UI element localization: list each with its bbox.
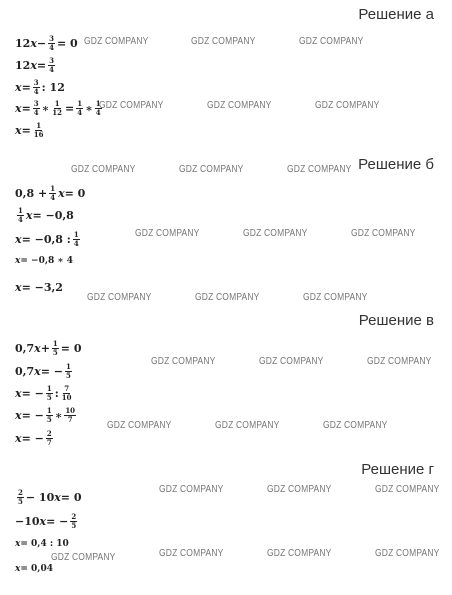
equation-line [15,513,79,530]
equation-text: = − [21,387,44,400]
variable-x: x [15,81,22,94]
fraction: $\frac{1}{12}$ [52,99,63,117]
equation-text: ∗ [54,409,63,422]
variable-x: x [15,124,22,137]
fraction: $\frac{1}{5}$ [46,384,52,402]
watermark: GDZ COMPANY [84,36,149,47]
equation-text: = −0,8 ∗ 4 [20,256,73,266]
variable-x: x [15,102,22,115]
equation-text: + [40,342,50,355]
equation-text: = 0,4 : 10 [20,539,69,549]
equation-text: = 0,04 [20,564,53,574]
variable-x: x [39,515,47,528]
equation-line [15,363,74,380]
variable-x: x [58,187,65,200]
watermark: GDZ COMPANY [287,164,352,175]
equation-text: − 10 [25,491,55,504]
watermark: GDZ COMPANY [71,164,136,175]
watermark: GDZ COMPANY [179,164,244,175]
variable-x: x [15,256,21,266]
equation-text: = [21,102,31,115]
equation-text: 0,7 [15,342,35,355]
watermark: GDZ COMPANY [323,420,388,431]
variable-x: x [15,564,21,574]
watermark: GDZ COMPANY [243,228,308,239]
watermark: GDZ COMPANY [159,548,224,559]
equation-text: : [54,387,59,400]
equation-text: −10 [15,515,40,528]
equation-text: 0,7 [15,365,35,378]
equation-text: = −0,8 [32,209,74,222]
fraction: $\frac{1}{4}$ [77,99,83,117]
equation-text: = 0 [60,342,82,355]
equation-line [15,256,73,266]
variable-x: x [25,209,33,222]
fraction: $\frac{1}{16}$ [33,121,44,139]
variable-x: x [15,281,22,294]
equation-text: = −3,2 [21,281,63,294]
fraction: $\frac{3}{4}$ [33,99,39,117]
equation-text: = − [40,365,63,378]
variable-x: x [15,387,22,400]
variable-x: x [15,233,22,246]
watermark: GDZ COMPANY [259,356,324,367]
watermark: GDZ COMPANY [107,420,172,431]
section-a-heading: Решение а [358,6,434,23]
watermark: GDZ COMPANY [191,36,256,47]
equation-text: = [21,81,31,94]
equation-text: = 0 [64,187,86,200]
equation-line [15,231,82,248]
equation-line [15,35,78,52]
fraction: $\frac{1}{5}$ [52,339,58,357]
fraction: $\frac{2}{5}$ [18,488,23,506]
equation-text: = [21,124,31,137]
fraction: $\frac{7}{10}$ [61,384,72,402]
watermark: GDZ COMPANY [51,552,116,563]
fraction: $\frac{2}{5}$ [71,512,77,530]
fraction: $\frac{1}{4}$ [95,99,101,117]
equation-text: = 0 [56,37,78,50]
watermark: GDZ COMPANY [207,100,272,111]
equation-line [15,489,82,506]
watermark: GDZ COMPANY [315,100,380,111]
variable-x: x [30,59,37,72]
equation-text: ∗ [85,102,93,115]
equation-text: 12 [15,37,31,50]
equation-line [15,100,104,117]
equation-text: 12 [15,59,31,72]
equation-text: = − [46,515,69,528]
watermark: GDZ COMPANY [267,484,332,495]
equation-line [15,564,53,574]
watermark: GDZ COMPANY [351,228,416,239]
equation-line [15,122,47,139]
equation-line [15,385,75,402]
variable-x: x [54,491,61,504]
variable-x: x [15,409,22,422]
equation-text: ∗ [41,102,50,115]
fraction: $\frac{1}{5}$ [46,406,52,424]
variable-x: x [15,432,22,445]
equation-line [15,57,57,74]
equation-line [15,185,85,202]
equation-line [15,539,69,549]
watermark: GDZ COMPANY [159,484,224,495]
fraction: $\frac{1}{4}$ [73,230,79,248]
equation-text: = [65,102,75,115]
equation-line [15,79,65,96]
fraction: $\frac{10}{7}$ [65,406,76,424]
watermark: GDZ COMPANY [375,484,440,495]
equation-line [15,207,74,224]
equation-line [15,340,82,357]
equation-text: = − [21,409,44,422]
watermark: GDZ COMPANY [87,292,152,303]
section-c-heading: Решение в [358,312,434,329]
watermark: GDZ COMPANY [303,292,368,303]
watermark: GDZ COMPANY [151,356,216,367]
equation-text: = [36,59,47,72]
fraction: $\frac{1}{5}$ [65,362,71,380]
watermark: GDZ COMPANY [215,420,280,431]
fraction: $\frac{1}{4}$ [18,206,23,224]
fraction: $\frac{2}{7}$ [46,429,52,447]
watermark: GDZ COMPANY [375,548,440,559]
fraction: $\frac{3}{4}$ [49,56,54,74]
watermark: GDZ COMPANY [99,100,164,111]
equation-text: : 12 [41,81,65,94]
variable-x: x [15,539,21,549]
watermark: GDZ COMPANY [367,356,432,367]
equation-text: − [36,37,47,50]
variable-x: x [34,342,41,355]
equation-line [15,430,55,447]
equation-line [15,407,78,424]
section-b-heading: Решение б [358,156,434,173]
fraction: $\frac{1}{4}$ [50,184,56,202]
variable-x: x [34,365,41,378]
fraction: $\frac{3}{4}$ [33,78,39,96]
equation-line [15,281,63,294]
fraction: $\frac{3}{4}$ [49,34,54,52]
watermark: GDZ COMPANY [135,228,200,239]
watermark: GDZ COMPANY [267,548,332,559]
section-d-heading: Решение г [361,461,434,478]
equation-text: 0,8 + [15,187,48,200]
variable-x: x [30,37,37,50]
watermark: GDZ COMPANY [195,292,260,303]
equation-text: = 0 [60,491,82,504]
equation-text: = −0,8 : [21,233,71,246]
watermark: GDZ COMPANY [299,36,364,47]
equation-text: = − [21,432,44,445]
